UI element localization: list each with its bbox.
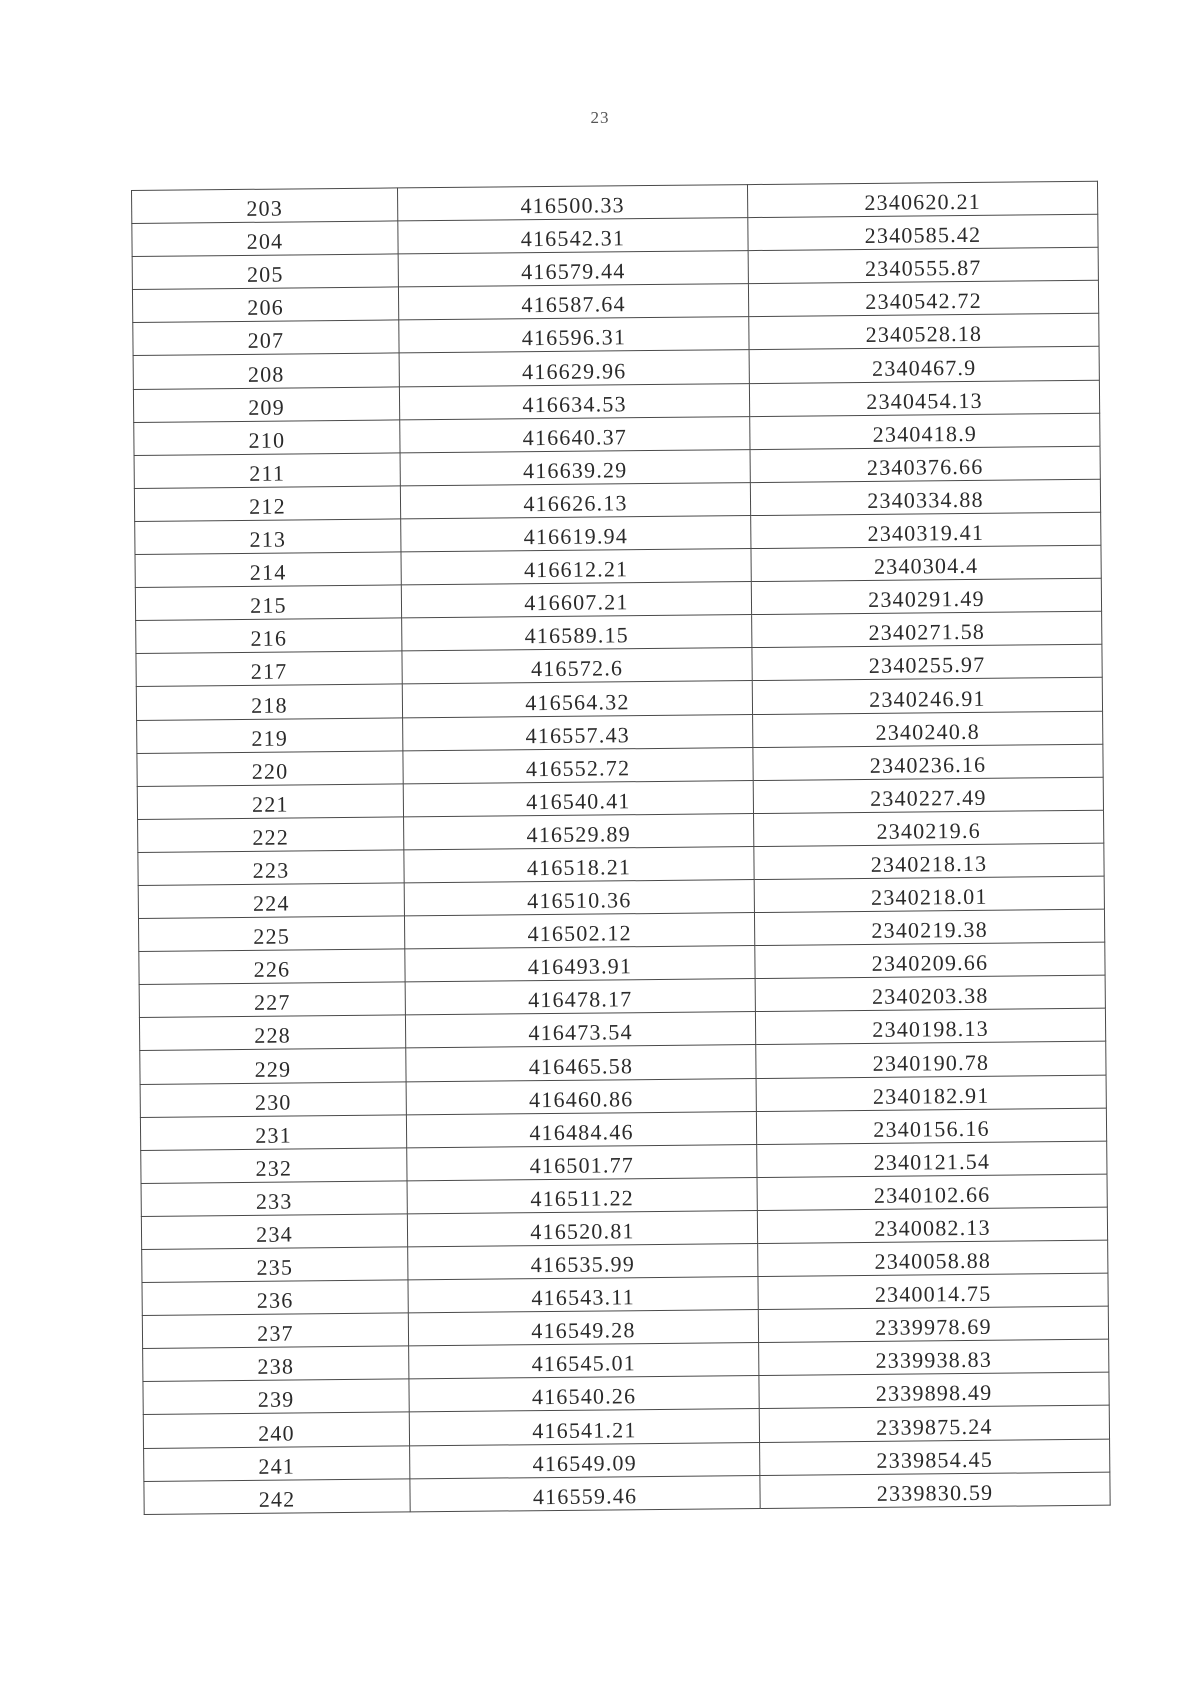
point-number-cell: 238 (143, 1346, 409, 1382)
point-number-cell: 220 (137, 751, 403, 787)
y-coordinate-cell: 2340528.18 (749, 314, 1099, 350)
point-number-cell: 210 (134, 420, 400, 456)
y-coordinate-cell: 2340058.88 (758, 1240, 1108, 1276)
point-number-cell: 224 (138, 883, 404, 919)
x-coordinate-cell: 416619.94 (401, 516, 751, 552)
point-number-cell: 213 (135, 519, 401, 555)
point-number-cell: 208 (133, 353, 399, 389)
point-number-cell: 229 (140, 1048, 406, 1084)
x-coordinate-cell: 416626.13 (400, 482, 750, 518)
x-coordinate-cell: 416564.32 (402, 681, 752, 717)
x-coordinate-cell: 416535.99 (408, 1244, 758, 1280)
y-coordinate-cell: 2340121.54 (757, 1141, 1107, 1177)
y-coordinate-cell: 2339854.45 (760, 1439, 1110, 1475)
y-coordinate-cell: 2339978.69 (758, 1306, 1108, 1342)
y-coordinate-cell: 2340219.6 (754, 810, 1104, 846)
point-number-cell: 214 (135, 552, 401, 588)
page-number: 23 (590, 108, 610, 127)
y-coordinate-cell: 2340555.87 (748, 247, 1098, 283)
point-number-cell: 235 (142, 1247, 408, 1283)
point-number-cell: 241 (144, 1445, 410, 1481)
point-number-cell: 204 (132, 221, 398, 257)
x-coordinate-cell: 416493.91 (405, 946, 755, 982)
y-coordinate-cell: 2340467.9 (749, 347, 1099, 383)
y-coordinate-cell: 2340182.91 (756, 1075, 1106, 1111)
point-number-cell: 237 (142, 1313, 408, 1349)
x-coordinate-cell: 416501.77 (407, 1144, 757, 1180)
x-coordinate-cell: 416543.11 (408, 1277, 758, 1313)
x-coordinate-cell: 416612.21 (401, 549, 751, 585)
y-coordinate-cell: 2340156.16 (756, 1108, 1106, 1144)
y-coordinate-cell: 2340240.8 (753, 711, 1103, 747)
point-number-cell: 232 (141, 1148, 407, 1184)
point-number-cell: 215 (135, 585, 401, 621)
y-coordinate-cell: 2340291.49 (751, 578, 1101, 614)
point-number-cell: 203 (132, 188, 398, 224)
x-coordinate-cell: 416579.44 (398, 251, 748, 287)
y-coordinate-cell: 2340082.13 (757, 1207, 1107, 1243)
y-coordinate-cell: 2340542.72 (748, 280, 1098, 316)
point-number-cell: 217 (136, 651, 402, 687)
point-number-cell: 227 (139, 982, 405, 1018)
x-coordinate-cell: 416589.15 (402, 615, 752, 651)
x-coordinate-cell: 416559.46 (410, 1475, 760, 1511)
x-coordinate-cell: 416549.28 (408, 1310, 758, 1346)
point-number-cell: 212 (134, 486, 400, 522)
y-coordinate-cell: 2340102.66 (757, 1174, 1107, 1210)
x-coordinate-cell: 416502.12 (404, 913, 754, 949)
point-number-cell: 211 (134, 453, 400, 489)
x-coordinate-cell: 416607.21 (401, 582, 751, 618)
x-coordinate-cell: 416634.53 (399, 383, 749, 419)
y-coordinate-cell: 2340209.66 (755, 942, 1105, 978)
y-coordinate-cell: 2340620.21 (747, 181, 1097, 217)
y-coordinate-cell: 2340454.13 (749, 380, 1099, 416)
y-coordinate-cell: 2340334.88 (750, 479, 1100, 515)
point-number-cell: 234 (141, 1214, 407, 1250)
point-number-cell: 225 (138, 916, 404, 952)
point-number-cell: 219 (137, 717, 403, 753)
x-coordinate-cell: 416529.89 (404, 813, 754, 849)
x-coordinate-cell: 416640.37 (400, 416, 750, 452)
y-coordinate-cell: 2340255.97 (752, 645, 1102, 681)
coordinate-table-body (132, 181, 1111, 1514)
point-number-cell: 242 (144, 1479, 410, 1515)
point-number-cell: 239 (143, 1379, 409, 1415)
y-coordinate-cell: 2340376.66 (750, 446, 1100, 482)
y-coordinate-cell: 2340218.13 (754, 843, 1104, 879)
x-coordinate-cell: 416545.01 (409, 1343, 759, 1379)
y-coordinate-cell: 2340218.01 (754, 876, 1104, 912)
y-coordinate-cell: 2340418.9 (750, 413, 1100, 449)
x-coordinate-cell: 416484.46 (406, 1111, 756, 1147)
y-coordinate-cell: 2340304.4 (751, 545, 1101, 581)
y-coordinate-cell: 2339898.49 (759, 1373, 1109, 1409)
y-coordinate-cell: 2339830.59 (760, 1472, 1110, 1508)
x-coordinate-cell: 416473.54 (405, 1012, 755, 1048)
x-coordinate-cell: 416540.41 (403, 780, 753, 816)
point-number-cell: 226 (139, 949, 405, 985)
point-number-cell: 206 (132, 287, 398, 323)
y-coordinate-cell: 2340319.41 (751, 512, 1101, 548)
x-coordinate-cell: 416596.31 (399, 317, 749, 353)
point-number-cell: 209 (133, 386, 399, 422)
x-coordinate-cell: 416520.81 (407, 1210, 757, 1246)
point-number-cell: 240 (143, 1412, 409, 1448)
point-number-cell: 231 (140, 1115, 406, 1151)
x-coordinate-cell: 416587.64 (398, 284, 748, 320)
x-coordinate-cell: 416552.72 (403, 747, 753, 783)
y-coordinate-cell: 2339938.83 (759, 1339, 1109, 1375)
x-coordinate-cell: 416460.86 (406, 1078, 756, 1114)
x-coordinate-cell: 416557.43 (403, 714, 753, 750)
point-number-cell: 221 (137, 784, 403, 820)
point-number-cell: 207 (133, 320, 399, 356)
point-number-cell: 222 (138, 817, 404, 853)
y-coordinate-cell: 2339875.24 (759, 1406, 1109, 1442)
x-coordinate-cell: 416510.36 (404, 880, 754, 916)
y-coordinate-cell: 2340203.38 (755, 975, 1105, 1011)
x-coordinate-cell: 416572.6 (402, 648, 752, 684)
y-coordinate-cell: 2340236.16 (753, 744, 1103, 780)
y-coordinate-cell: 2340219.38 (754, 909, 1104, 945)
y-coordinate-cell: 2340198.13 (755, 1009, 1105, 1045)
point-number-cell: 216 (136, 618, 402, 654)
x-coordinate-cell: 416518.21 (404, 846, 754, 882)
coordinate-table-container (131, 181, 1110, 1515)
coordinate-table (131, 181, 1111, 1515)
point-number-cell: 236 (142, 1280, 408, 1316)
point-number-cell: 205 (132, 254, 398, 290)
y-coordinate-cell: 2340271.58 (752, 611, 1102, 647)
x-coordinate-cell: 416629.96 (399, 350, 749, 386)
x-coordinate-cell: 416465.58 (406, 1045, 756, 1081)
x-coordinate-cell: 416478.17 (405, 979, 755, 1015)
x-coordinate-cell: 416500.33 (397, 185, 747, 221)
y-coordinate-cell: 2340246.91 (752, 678, 1102, 714)
x-coordinate-cell: 416541.21 (409, 1409, 759, 1445)
x-coordinate-cell: 416542.31 (398, 218, 748, 254)
y-coordinate-cell: 2340190.78 (756, 1042, 1106, 1078)
point-number-cell: 228 (139, 1015, 405, 1051)
y-coordinate-cell: 2340014.75 (758, 1273, 1108, 1309)
point-number-cell: 230 (140, 1081, 406, 1117)
x-coordinate-cell: 416549.09 (410, 1442, 760, 1478)
x-coordinate-cell: 416639.29 (400, 449, 750, 485)
point-number-cell: 223 (138, 850, 404, 886)
y-coordinate-cell: 2340585.42 (748, 214, 1098, 250)
x-coordinate-cell: 416511.22 (407, 1177, 757, 1213)
x-coordinate-cell: 416540.26 (409, 1376, 759, 1412)
point-number-cell: 233 (141, 1181, 407, 1217)
point-number-cell: 218 (136, 684, 402, 720)
y-coordinate-cell: 2340227.49 (753, 777, 1103, 813)
